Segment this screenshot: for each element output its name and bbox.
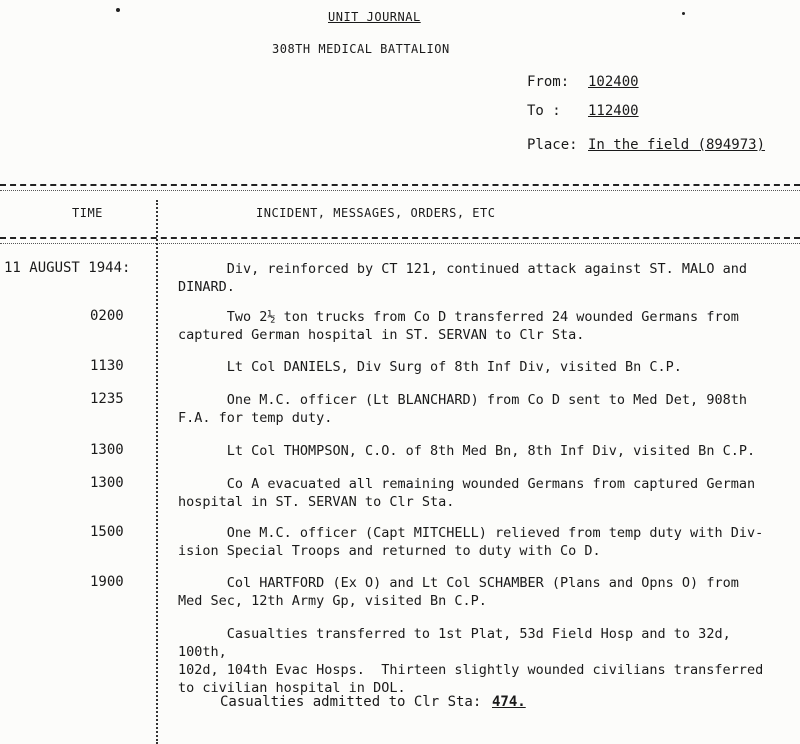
- entry-time: 1500: [90, 524, 124, 540]
- place-label: Place:: [527, 137, 578, 153]
- entry-time: 1300: [90, 475, 124, 491]
- entry-text: Lt Col DANIELS, Div Surg of 8th Inf Div, visited Bn C.P.: [178, 359, 682, 375]
- entry-time: 0200: [90, 308, 124, 324]
- entry-time: 1900: [90, 574, 124, 590]
- to-label: To :: [527, 103, 561, 119]
- entry-time: 1235: [90, 391, 124, 407]
- place-value: In the field (894973): [588, 137, 766, 153]
- column-divider: [156, 200, 158, 744]
- casualties-admitted-label: Casualties admitted to Clr Sta:: [220, 694, 482, 710]
- entry-text: Lt Col THOMPSON, C.O. of 8th Med Bn, 8th Inf Div, visited Bn C.P.: [178, 443, 756, 459]
- entry-time: 1130: [90, 358, 124, 374]
- entry-text: Two 2½ ton trucks from Co D transferred 24 wounded Germans from captured German hospital in ST. SERVAN to Clr Sta.: [178, 309, 739, 343]
- header-rule-bottom: [0, 237, 800, 244]
- from-label: From:: [527, 74, 570, 90]
- document-title: UNIT JOURNAL: [328, 10, 421, 24]
- incident-column-header: INCIDENT, MESSAGES, ORDERS, ETC: [256, 206, 496, 220]
- entry-text: Co A evacuated all remaining wounded Germans from captured German hospital in ST. SERVAN to Clr Sta.: [178, 476, 756, 510]
- entry-text: Casualties transferred to 1st Plat, 53d Field Hosp and to 32d, 100th, 102d, 104th Evac Hosps. Thirteen slightly wounded civilians transferred to civilian hospital in DOL.: [178, 626, 764, 696]
- entry-text: One M.C. officer (Lt BLANCHARD) from Co D sent to Med Det, 908th F.A. for temp duty.: [178, 392, 747, 426]
- casualties-admitted-value: 474.: [492, 694, 526, 710]
- time-column-header: TIME: [72, 206, 103, 220]
- ink-speck: [682, 12, 685, 15]
- to-value: 112400: [588, 103, 639, 119]
- entry-text: One M.C. officer (Capt MITCHELL) relieved from temp duty with Div- ision Special Troops and returned to duty with Co D.: [178, 525, 764, 559]
- entry-time: 1300: [90, 442, 124, 458]
- header-rule-top: [0, 184, 800, 191]
- ink-speck: [116, 8, 120, 12]
- entry-text: Col HARTFORD (Ex O) and Lt Col SCHAMBER (Plans and Opns O) from Med Sec, 12th Army Gp, visited Bn C.P.: [178, 575, 739, 609]
- from-value: 102400: [588, 74, 639, 90]
- entry-text: Div, reinforced by CT 121, continued attack against ST. MALO and DINARD.: [178, 261, 747, 295]
- document-subtitle: 308TH MEDICAL BATTALION: [272, 42, 450, 56]
- entry-time: 11 AUGUST 1944:: [4, 260, 131, 276]
